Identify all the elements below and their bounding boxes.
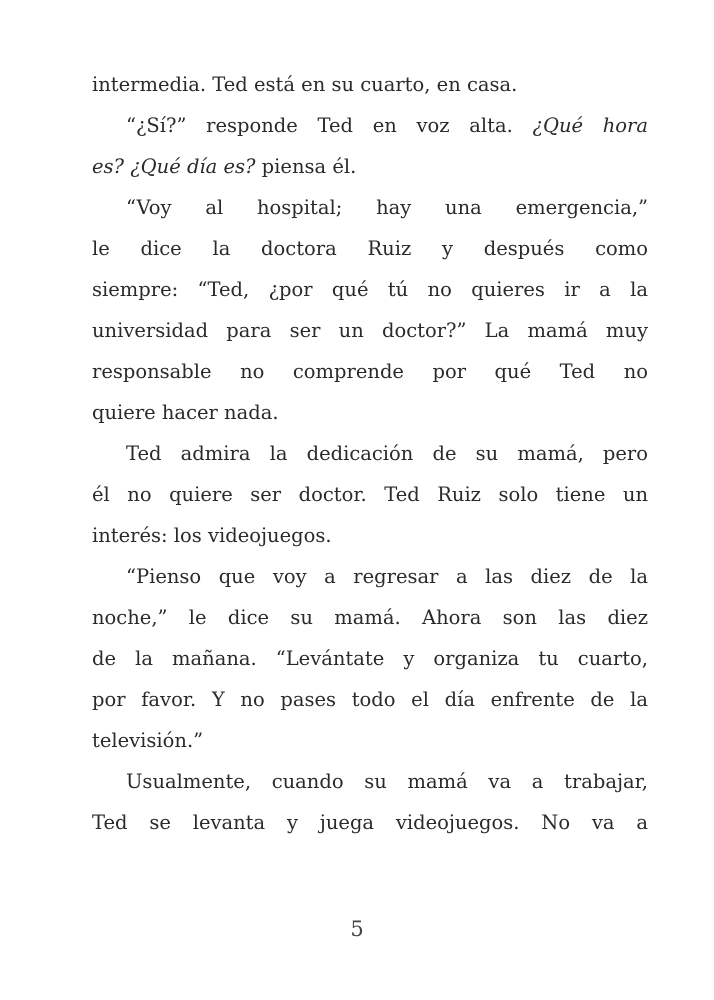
text-run: “Voy al hospital; hay una emergencia,” — [126, 196, 648, 219]
text-run: “Pienso que voy a regresar a las diez de la — [126, 565, 648, 588]
text-run: le dice la doctora Ruiz y después como — [92, 237, 648, 260]
text-line — [92, 761, 648, 802]
text-run: responsable no comprende por qué Ted no — [92, 360, 648, 383]
text-line — [92, 474, 648, 515]
text-run: siempre: “Ted, ¿por qué tú no quieres ir a la — [92, 278, 648, 301]
text-run: Ted se levanta y juega videojuegos. No va a — [92, 811, 648, 834]
text-run: interés: los videojuegos. — [92, 524, 332, 547]
italic-text-run: es? ¿Qué día es? — [92, 155, 256, 178]
text-line — [92, 64, 648, 105]
text-line — [92, 515, 648, 556]
text-line — [92, 228, 648, 269]
text-run: televisión.” — [92, 729, 204, 752]
text-run: por favor. Y no pases todo el día enfrente de la — [92, 688, 648, 711]
text-line — [92, 433, 648, 474]
text-run: piensa él. — [255, 155, 357, 178]
text-line — [92, 146, 648, 187]
page-body — [92, 64, 648, 843]
text-line — [92, 556, 648, 597]
text-line — [92, 720, 648, 761]
text-run: de la mañana. “Levántate y organiza tu cuarto, — [92, 647, 648, 670]
text-line — [92, 802, 648, 843]
text-run: quiere hacer nada. — [92, 401, 279, 424]
text-run: Usualmente, cuando su mamá va a trabajar, — [126, 770, 648, 793]
italic-text-run: ¿Qué hora — [532, 114, 648, 137]
text-run: universidad para ser un doctor?” La mamá muy — [92, 319, 648, 342]
text-run: Ted admira la dedicación de su mamá, pero — [126, 442, 648, 465]
text-line — [92, 392, 648, 433]
text-line — [92, 310, 648, 351]
page-number: 5 — [350, 917, 364, 941]
text-line — [92, 597, 648, 638]
text-line — [92, 105, 648, 146]
text-run: noche,” le dice su mamá. Ahora son las diez — [92, 606, 648, 629]
text-line — [92, 638, 648, 679]
text-run: él no quiere ser doctor. Ted Ruiz solo tiene un — [92, 483, 648, 506]
text-line — [92, 269, 648, 310]
text-line — [92, 679, 648, 720]
text-line — [92, 351, 648, 392]
text-run: “¿Sí?” responde Ted en voz alta. — [126, 114, 533, 137]
text-run: intermedia. Ted está en su cuarto, en casa. — [92, 73, 518, 96]
text-line — [92, 187, 648, 228]
